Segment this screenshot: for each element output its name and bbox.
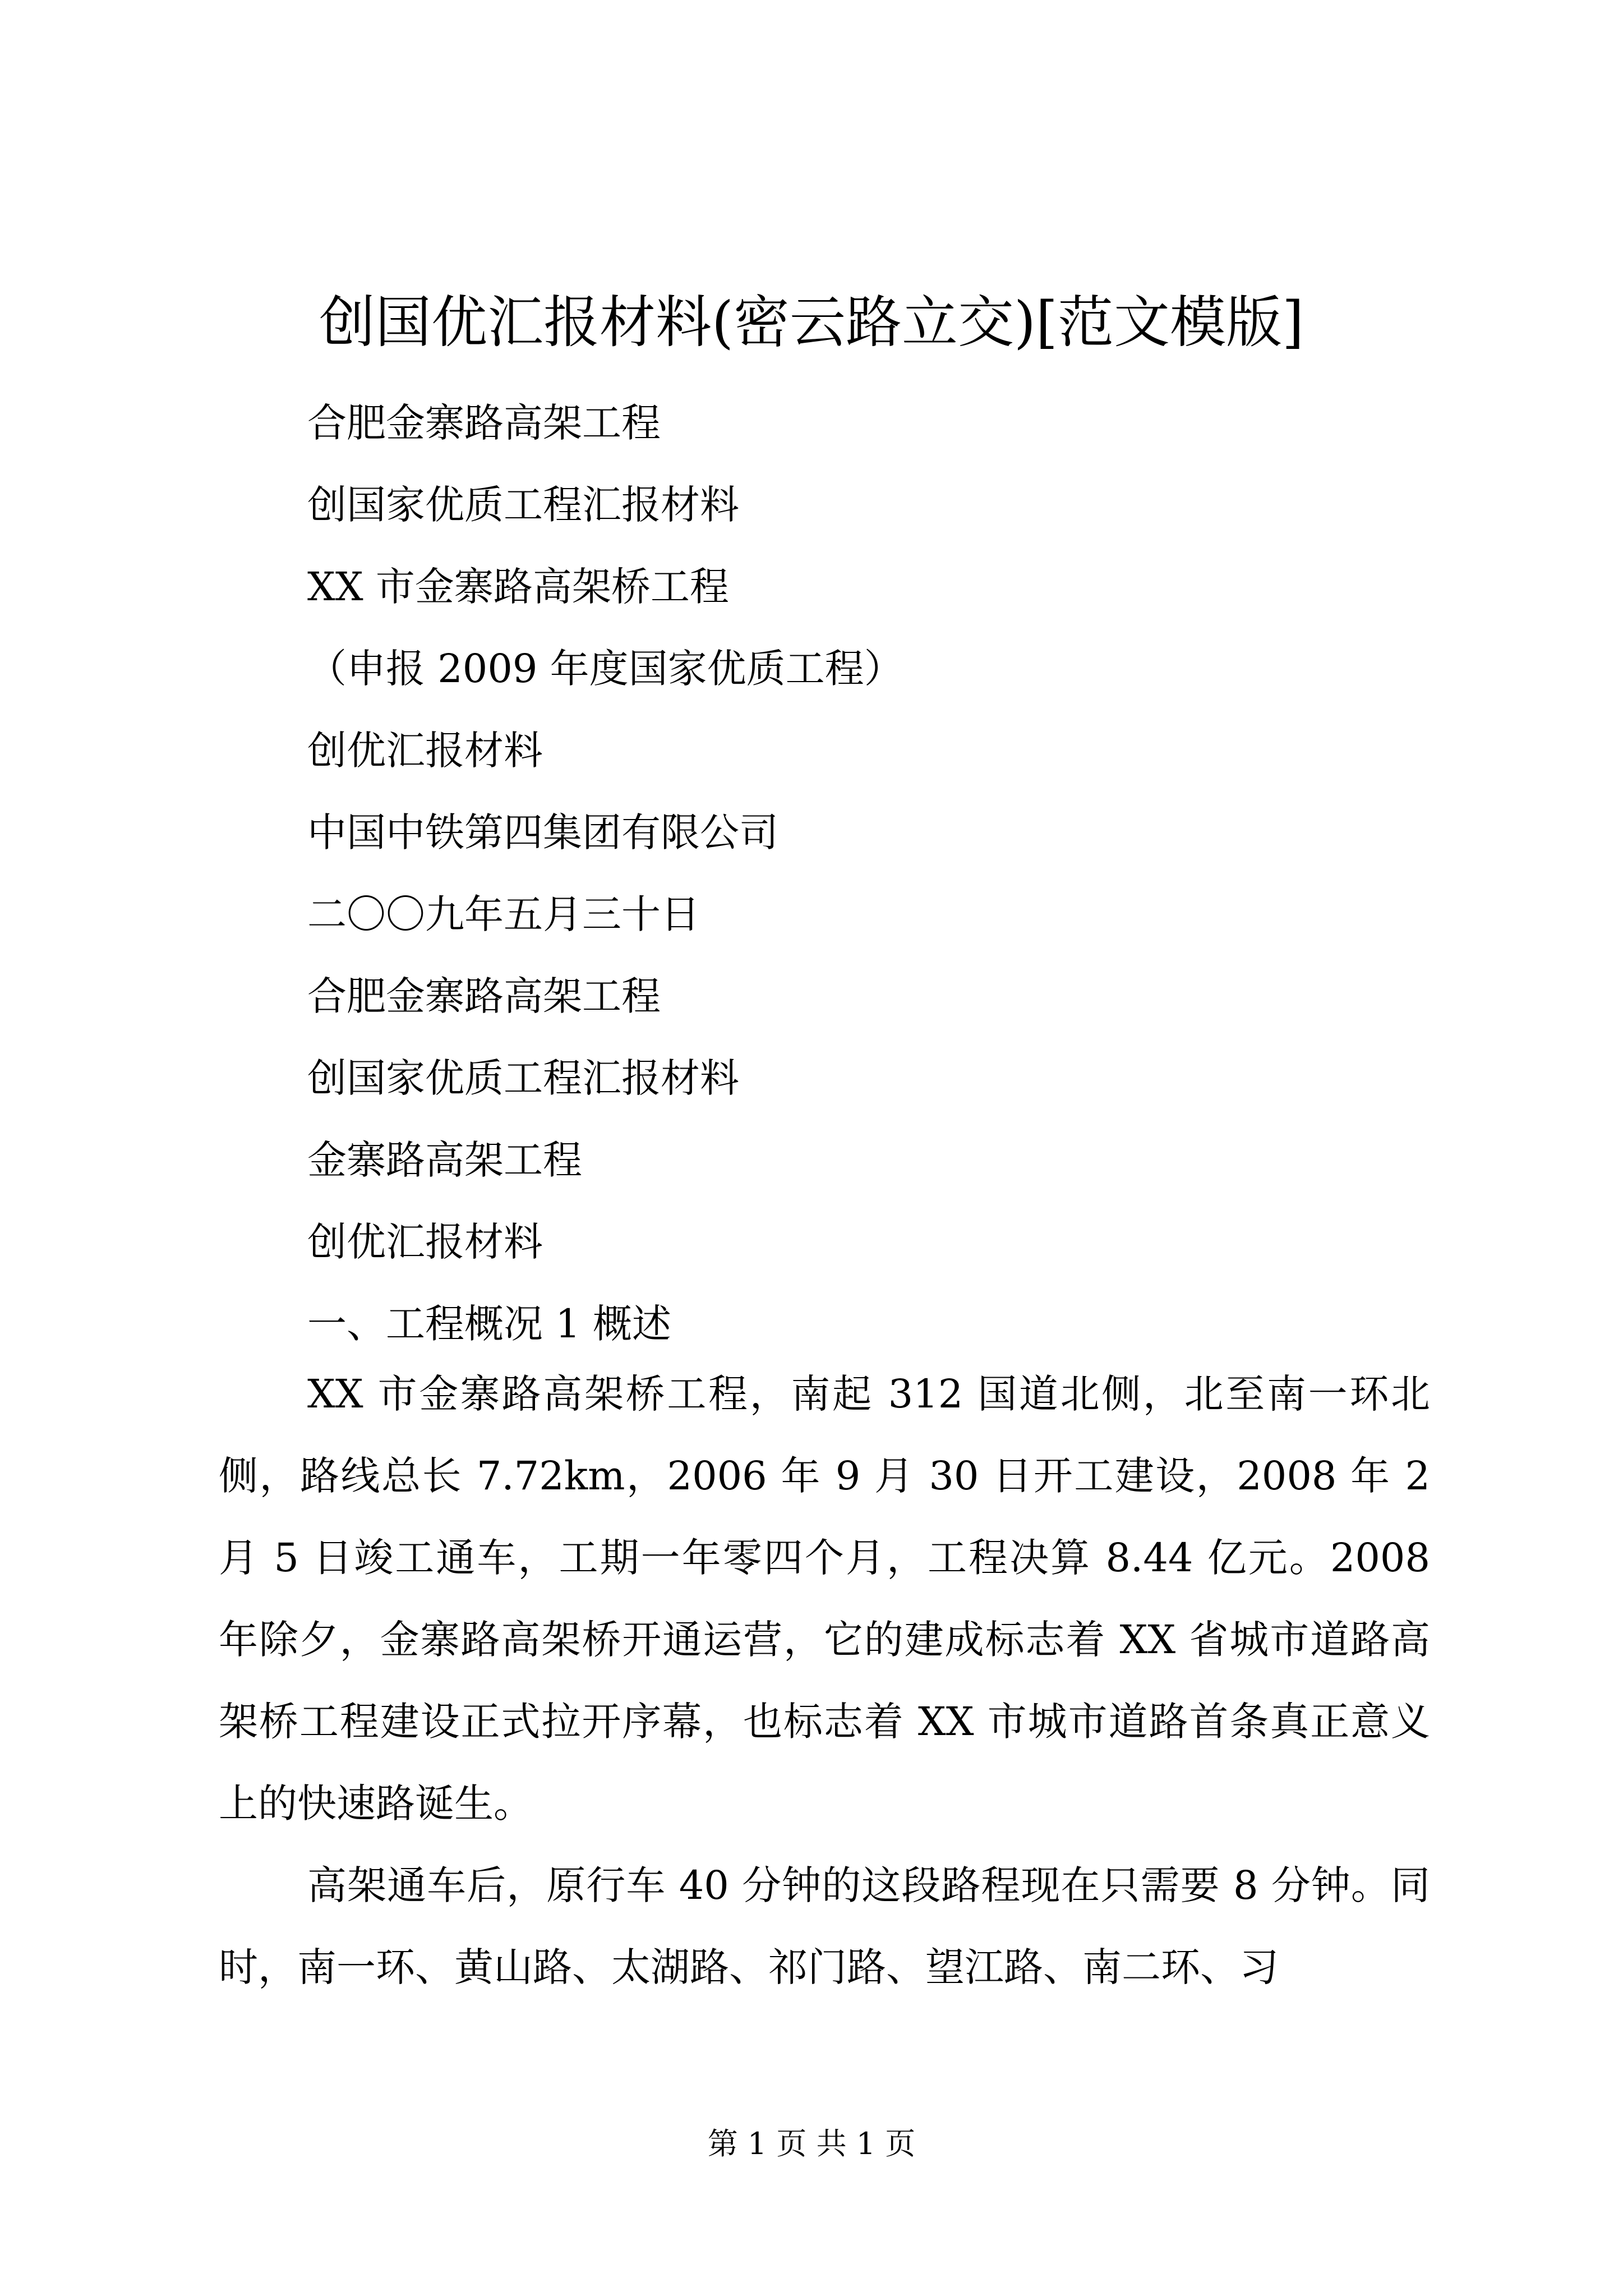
document-title: 创国优汇报材料(密云路立交)[范文模版]: [319, 289, 1304, 355]
text-line: XX 市金寨路高架桥工程: [307, 564, 729, 610]
text-line: 中国中铁第四集团有限公司: [307, 809, 778, 855]
heading-lines: [307, 382, 1429, 1365]
page-footer: 第 1 页 共 1 页: [707, 2126, 916, 2161]
body-text: [219, 1353, 1430, 2008]
text-line: 创国家优质工程汇报材料: [307, 1055, 739, 1101]
section-heading: 一、工程概况 1 概述: [307, 1301, 672, 1347]
text-line: 创优汇报材料: [307, 1219, 543, 1265]
text-line: （申报 2009 年度国家优质工程）: [307, 646, 903, 692]
text-line: 二〇〇九年五月三十日: [307, 891, 700, 937]
text-line: 合肥金寨路高架工程: [307, 973, 661, 1019]
text-line: 创国家优质工程汇报材料: [307, 482, 739, 528]
paragraph: XX 市金寨路高架桥工程，南起 312 国道北侧，北至南一环北侧，路线总长 7.72km，2006 年 9 月 30 日开工建设，2008 年 2 月 5 日竣工通车，工期一年零四个月，工程决算 8.44 亿元。2008 年除夕，金寨路高架桥开通运营，它的建成标志着 XX 省城市道路高架桥工程建设正式拉开序幕，也标志着 XX 市城市道路首条真正意义上的快速路诞生。: [219, 1371, 1430, 1826]
text-line: 合肥金寨路高架工程: [307, 400, 661, 446]
text-line: 金寨路高架工程: [307, 1137, 582, 1183]
text-line: 创优汇报材料: [307, 728, 543, 774]
paragraph: 高架通车后，原行车 40 分钟的这段路程现在只需要 8 分钟。同时，南一环、黄山路、太湖路、祁门路、望江路、南二环、习: [219, 1862, 1430, 1990]
